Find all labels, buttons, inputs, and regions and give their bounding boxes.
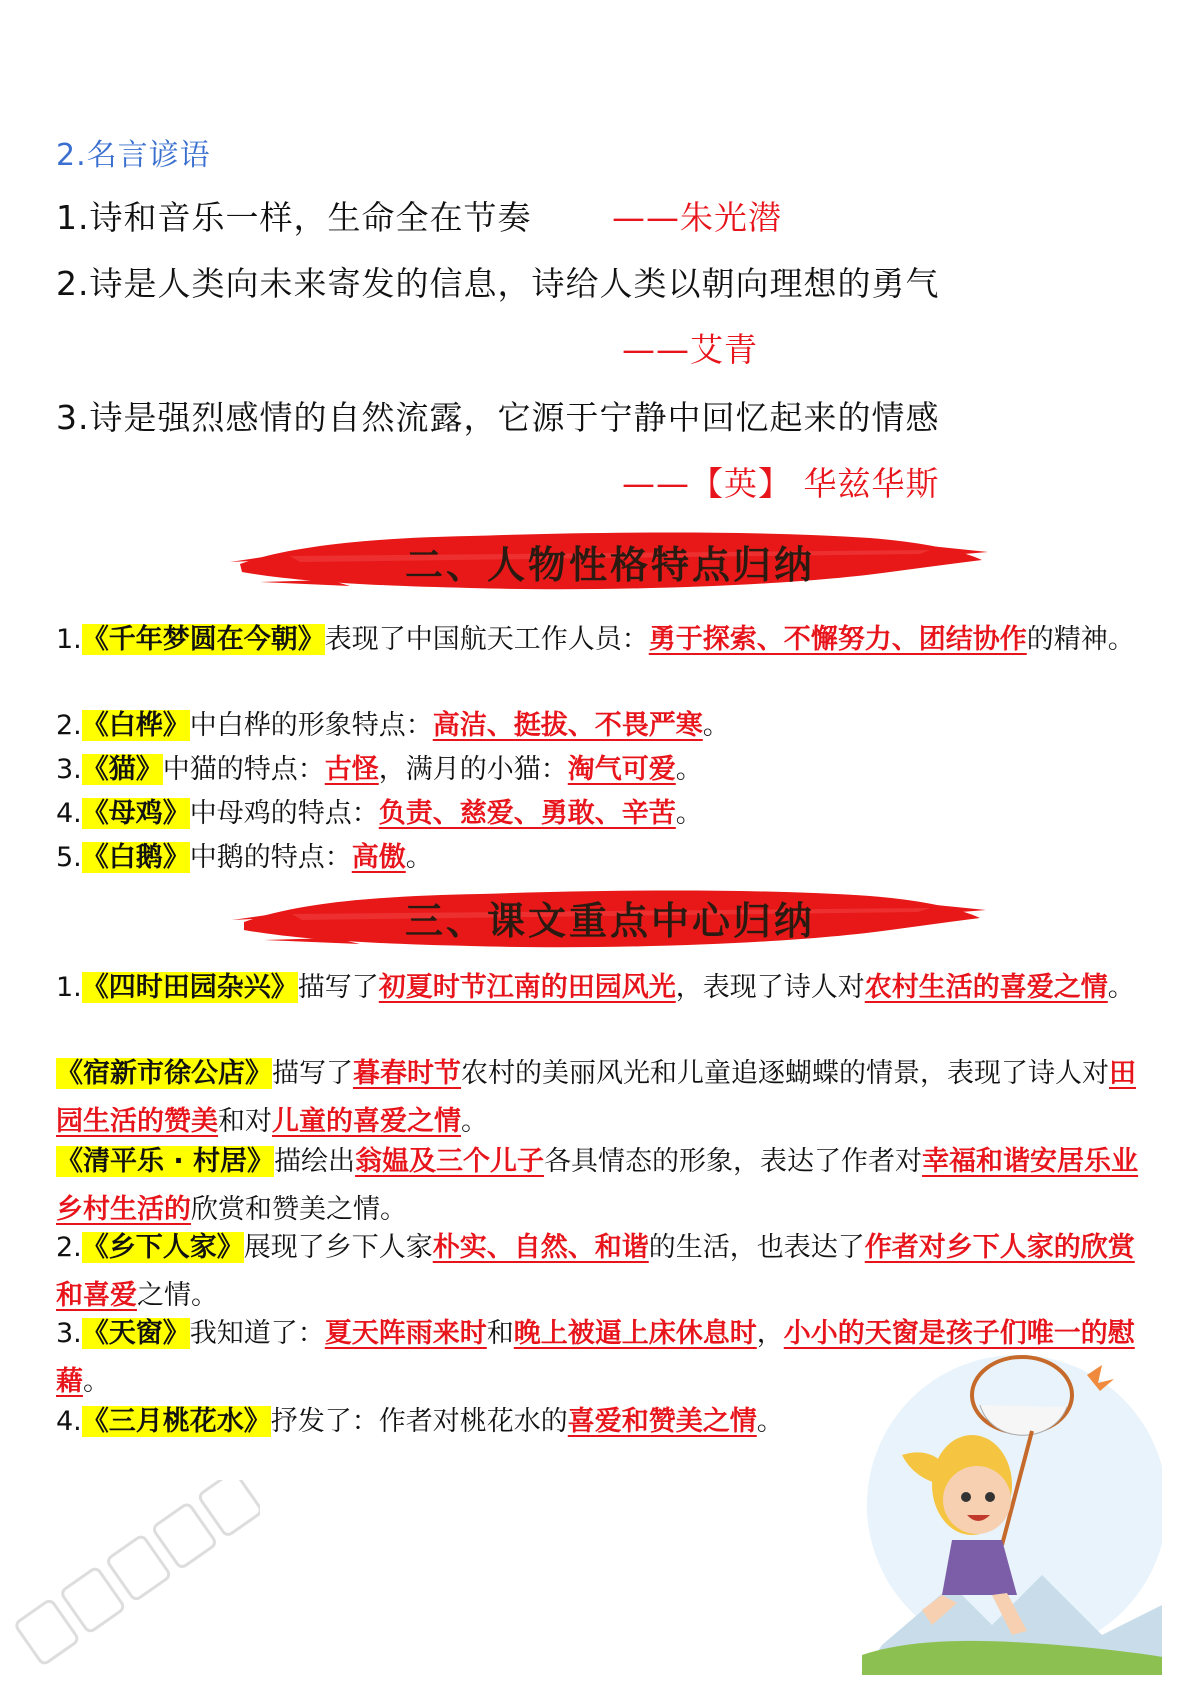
quote-1-author: ——朱光潜 [612, 198, 782, 237]
item-text: 描绘出 [274, 1146, 356, 1177]
item-text: 表现了中国航天工作人员： [324, 624, 649, 655]
item-number: 3. [56, 1318, 82, 1349]
answer-text: 暮春时节 [353, 1058, 461, 1089]
answer-text: 初夏时节江南的田园风光 [378, 972, 676, 1003]
item-text: ，满月的小猫： [378, 754, 568, 785]
item-text: 农村的美丽风光和儿童追逐蝴蝶的情景，表现了诗人对 [461, 1058, 1109, 1089]
character-item-2 [56, 702, 1141, 750]
section-banner-center [230, 872, 990, 962]
item-text: ，表现了诗人对 [675, 972, 865, 1003]
item-text: 之情。 [137, 1280, 218, 1311]
quote-2: 2.诗是人类向未来寄发的信息，诗给人类以朝向理想的勇气 [56, 264, 940, 303]
answer-text: 幸福和谐安居乐业乡村生活的 [56, 1146, 1139, 1225]
item-number: 4. [56, 1406, 82, 1437]
item-number: 1. [56, 624, 82, 655]
answer-text: 淘气可爱 [567, 754, 676, 785]
item-text: 。 [675, 798, 703, 829]
item-text: 抒发了：作者对桃花水的 [270, 1406, 568, 1437]
book-title: 《猫》 [81, 754, 163, 785]
item-text: ， [756, 1318, 784, 1349]
item-number: 2. [56, 710, 82, 741]
quote-3: 3.诗是强烈感情的自然流露，它源于宁静中回忆起来的情感 [56, 398, 940, 437]
item-text: 。 [1107, 972, 1135, 1003]
book-title: 《白鹅》 [81, 842, 190, 873]
item-text: 各具情态的形象，表达了作者对 [544, 1146, 923, 1177]
book-title: 《乡下人家》 [81, 1232, 244, 1263]
item-number: 1. [56, 972, 82, 1003]
answer-text: 高洁、挺拔、不畏严寒 [432, 710, 703, 741]
answer-text: 夏天阵雨来时 [324, 1318, 487, 1349]
answer-text: 勇于探索、不懈努力、团结协作 [648, 624, 1027, 655]
answer-text: 高傲 [351, 842, 406, 873]
item-text: 描写了 [297, 972, 379, 1003]
book-title: 《母鸡》 [81, 798, 190, 829]
character-item-1 [56, 616, 1141, 664]
answer-text: 负责、慈爱、勇敢、辛苦 [378, 798, 676, 829]
item-number: 3. [56, 754, 82, 785]
center-item-2 [56, 1050, 1141, 1146]
quote-2-author: ——艾青 [622, 330, 758, 369]
item-text: 。 [702, 710, 730, 741]
answer-text: 田园生活的赞美 [56, 1058, 1136, 1137]
book-title: 《宿新市徐公店》 [56, 1058, 272, 1089]
banner-title: 三、课文重点中心归纳 [404, 898, 815, 943]
item-text: 描写了 [272, 1058, 353, 1089]
answer-text: 儿童的喜爱之情 [272, 1106, 461, 1137]
item-number: 4. [56, 798, 82, 829]
answer-text: 朴实、自然、和谐 [432, 1232, 649, 1263]
item-text: 的生活，也表达了 [648, 1232, 865, 1263]
item-text: 中母鸡的特点： [189, 798, 379, 829]
center-item-4 [56, 1224, 1141, 1320]
book-title: 《三月桃花水》 [81, 1406, 271, 1437]
item-text: 和对 [218, 1106, 272, 1137]
item-text: 展现了乡下人家 [243, 1232, 433, 1263]
book-title: 《天窗》 [81, 1318, 190, 1349]
center-item-6 [56, 1398, 856, 1446]
item-number: 2. [56, 1232, 82, 1263]
character-item-3 [56, 746, 1141, 794]
item-text: 。 [461, 1106, 488, 1137]
girl-with-butterfly-net-illustration [862, 1335, 1162, 1675]
watermark-decoration [0, 1480, 260, 1680]
illustration-graphic [862, 1335, 1162, 1675]
item-text: 中鹅的特点： [189, 842, 352, 873]
item-text: 和 [486, 1318, 514, 1349]
center-item-1 [56, 964, 1141, 1012]
item-text: 。 [83, 1366, 110, 1397]
answer-text: 晚上被逼上床休息时 [513, 1318, 757, 1349]
answer-text: 翁媪及三个儿子 [355, 1146, 545, 1177]
book-title: 《清平乐 · 村居》 [56, 1146, 275, 1177]
watermark-graphic [0, 1480, 260, 1680]
section-title-sayings: 2.名言谚语 [56, 138, 211, 173]
item-number: 5. [56, 842, 82, 873]
item-text: 我知道了： [189, 1318, 325, 1349]
item-text: 中白桦的形象特点： [189, 710, 433, 741]
answer-text: 作者对乡下人家的欣赏和喜爱 [56, 1232, 1135, 1311]
book-title: 《四时田园杂兴》 [81, 972, 298, 1003]
item-text: 。 [756, 1406, 784, 1437]
answer-text: 喜爱和赞美之情 [567, 1406, 757, 1437]
item-text: 欣赏和赞美之情。 [191, 1194, 407, 1225]
quote-3-author: ——【英】 华兹华斯 [622, 464, 940, 503]
book-title: 《千年梦圆在今朝》 [81, 624, 325, 655]
banner-title: 二、人物性格特点归纳 [404, 542, 815, 587]
answer-text: 古怪 [324, 754, 379, 785]
character-item-4 [56, 790, 1141, 838]
item-text: 中猫的特点： [162, 754, 325, 785]
section-banner-characters [230, 516, 990, 606]
book-title: 《白桦》 [81, 710, 190, 741]
item-text: 的精神。 [1026, 624, 1135, 655]
answer-text: 农村生活的喜爱之情 [864, 972, 1108, 1003]
item-text: 。 [675, 754, 703, 785]
item-text: 。 [405, 842, 433, 873]
quote-1: 1.诗和音乐一样，生命全在节奏 [56, 198, 532, 237]
center-item-3 [56, 1138, 1141, 1234]
answer-text: 小小的天窗是孩子们唯一的慰藉 [56, 1318, 1135, 1397]
